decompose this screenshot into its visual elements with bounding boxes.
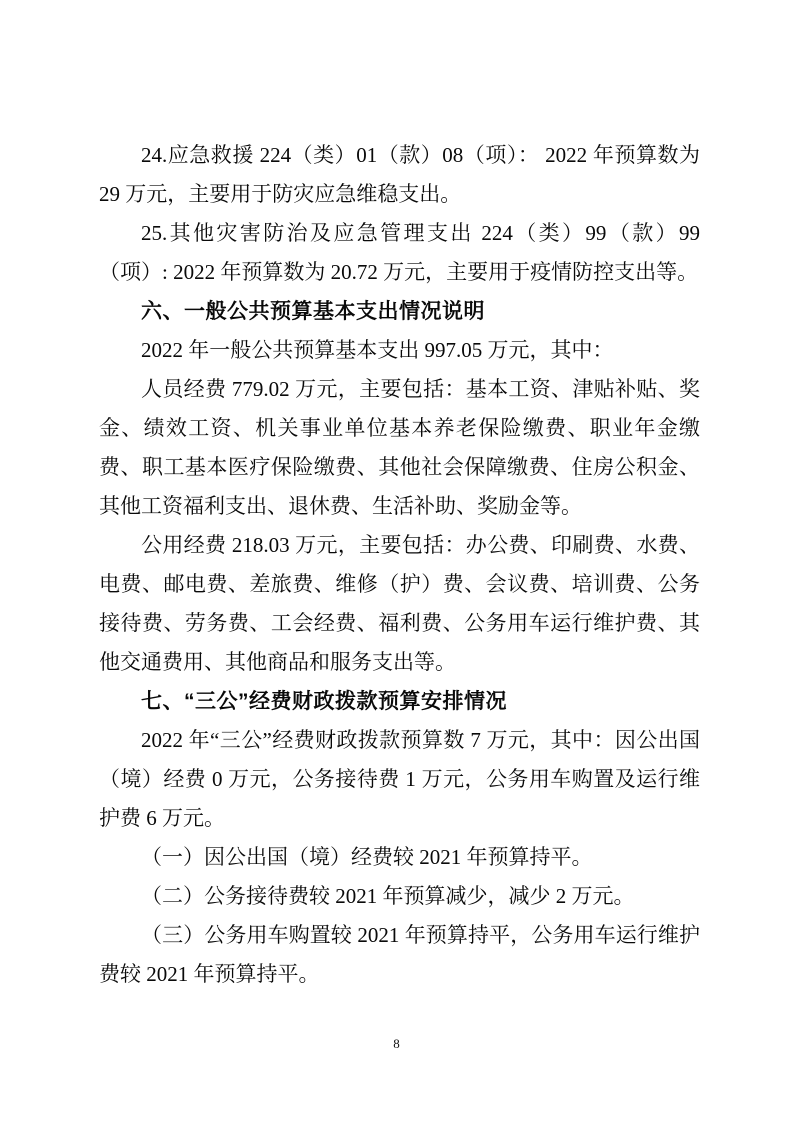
- paragraph-three-public-total: 2022 年“三公”经费财政拨款预算数 7 万元，其中：因公出国（境）经费 0 万元，公务接待费 1 万元，公务用车购置及运行维护费 6 万元。: [99, 728, 700, 830]
- section-heading-three-public: 七、“三公”经费财政拨款预算安排情况: [141, 690, 507, 713]
- paragraph-item-abroad: （一）因公出国（境）经费较 2021 年预算持平。: [141, 845, 593, 869]
- document-body: [99, 136, 700, 994]
- section-heading-basic-expense: 六、一般公共预算基本支出情况说明: [141, 300, 485, 323]
- page-number: 8: [393, 1036, 400, 1051]
- paragraph-basic-expense-total: 2022 年一般公共预算基本支出 997.05 万元，其中：: [141, 338, 614, 362]
- paragraph-public-expense: 公用经费 218.03 万元，主要包括：办公费、印刷费、水费、电费、邮电费、差旅费、维修（护）费、会议费、培训费、公务接待费、劳务费、工会经费、福利费、公务用车运行维护费、其他交通费用、其他商品和服务支出等。: [99, 533, 700, 674]
- paragraph-item-reception: （二）公务接待费较 2021 年预算减少，减少 2 万元。: [141, 884, 635, 908]
- paragraph-item-24: 24.应急救援 224（类）01（款）08（项）： 2022 年预算数为 29 万元，主要用于防灾应急维稳支出。: [99, 143, 700, 206]
- paragraph-personnel-expense: 人员经费 779.02 万元，主要包括：基本工资、津贴补贴、奖金、绩效工资、机关事业单位基本养老保险缴费、职业年金缴费、职工基本医疗保险缴费、其他社会保障缴费、住房公积金、其他工资福利支出、退休费、生活补助、奖励金等。: [99, 377, 700, 518]
- paragraph-item-25: 25.其他灾害防治及应急管理支出 224（类）99（款）99（项）: 2022 年预算数为 20.72 万元，主要用于疫情防控支出等。: [99, 221, 700, 284]
- paragraph-item-vehicle: （三）公务用车购置较 2021 年预算持平，公务用车运行维护费较 2021 年预算持平。: [99, 923, 700, 986]
